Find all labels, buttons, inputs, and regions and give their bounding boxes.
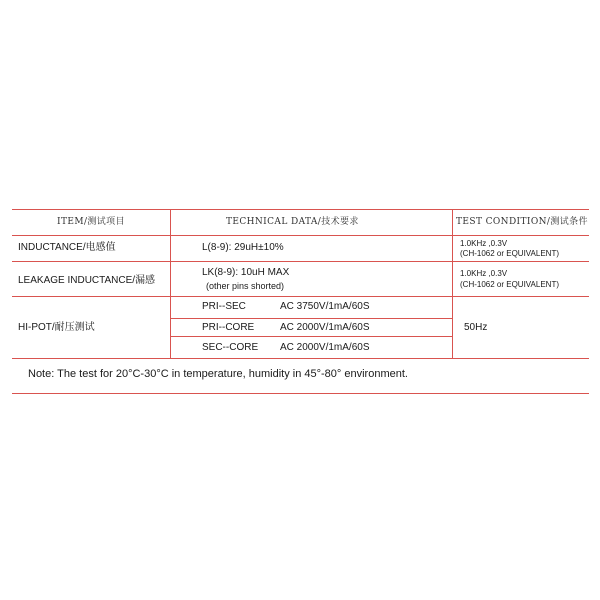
- hipot-item: HI-POT/耐压测试: [18, 322, 95, 333]
- header-item: ITEM/测试项目: [57, 217, 125, 227]
- row-divider: [12, 261, 589, 262]
- leakage-data-line1: LK(8-9): 10uH MAX: [202, 267, 290, 278]
- leakage-condition-line2: (CH-1062 or EQUIVALENT): [460, 280, 559, 289]
- hipot-sub-label: PRI--SEC: [202, 301, 246, 312]
- test-note: Note: The test for 20°C-30°C in temperature, humidity in 45°-80° environment.: [28, 368, 408, 380]
- hipot-sub-label: SEC--CORE: [202, 342, 259, 353]
- spec-table: [12, 209, 589, 393]
- table-bottom-rule: [12, 393, 589, 394]
- leakage-data-line2: (other pins shorted): [206, 281, 285, 291]
- inductance-item: INDUCTANCE/电感值: [18, 242, 116, 253]
- header-divider: [12, 235, 589, 236]
- row-divider: [12, 358, 589, 359]
- table-top-rule: [12, 209, 589, 210]
- hipot-sub-value: AC 2000V/1mA/60S: [280, 322, 370, 333]
- row-divider: [12, 296, 589, 297]
- hipot-sub-value: AC 2000V/1mA/60S: [280, 342, 370, 353]
- inductance-condition-line1: 1.0KHz ,0.3V: [460, 239, 508, 248]
- hipot-condition: 50Hz: [464, 322, 488, 333]
- header-technical-data: TECHNICAL DATA/技术要求: [226, 217, 359, 227]
- leakage-item: LEAKAGE INDUCTANCE/漏感: [18, 275, 156, 286]
- header-test-condition: TEST CONDITION/测试条件: [456, 217, 588, 227]
- hipot-subrow-divider: [170, 318, 452, 319]
- column-divider: [170, 209, 171, 358]
- inductance-data: L(8-9): 29uH±10%: [202, 242, 284, 253]
- hipot-sub-label: PRI--CORE: [202, 322, 255, 333]
- inductance-condition-line2: (CH-1062 or EQUIVALENT): [460, 249, 559, 258]
- hipot-subrow-divider: [170, 336, 452, 337]
- column-divider: [452, 209, 453, 358]
- leakage-condition-line1: 1.0KHz ,0.3V: [460, 269, 508, 278]
- hipot-sub-value: AC 3750V/1mA/60S: [280, 301, 370, 312]
